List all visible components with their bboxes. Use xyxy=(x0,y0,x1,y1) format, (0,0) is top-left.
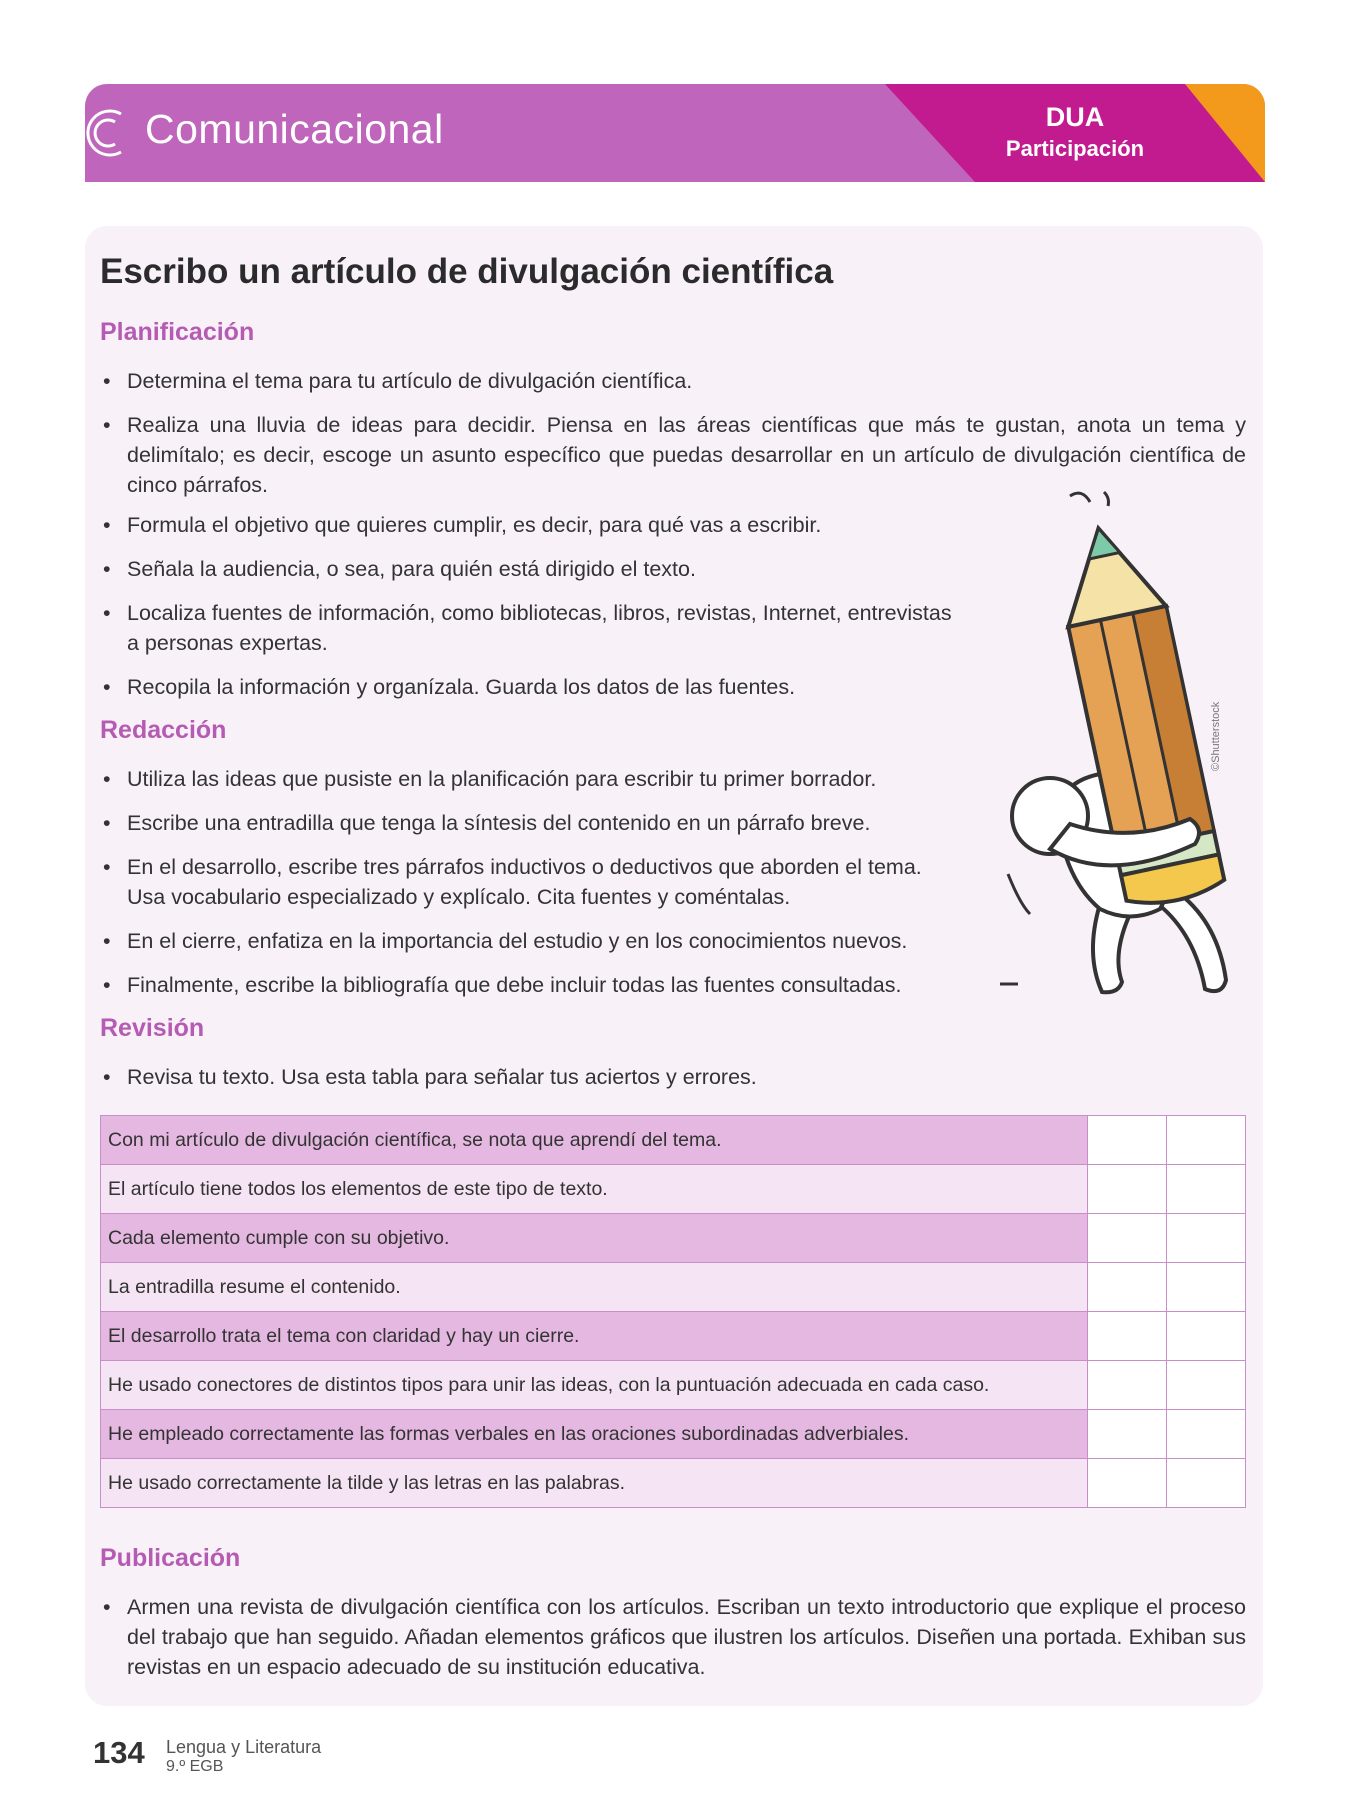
checklist-criterion: El artículo tiene todos los elementos de este tipo de texto. xyxy=(101,1165,1088,1214)
checklist-criterion: Con mi artículo de divulgación científica, se nota que aprendí del tema. xyxy=(101,1116,1088,1165)
checklist-criterion: Cada elemento cumple con su objetivo. xyxy=(101,1214,1088,1263)
table-row xyxy=(101,1410,1246,1459)
checklist-criterion: El desarrollo trata el tema con claridad y hay un cierre. xyxy=(101,1312,1088,1361)
checklist-box-yes[interactable] xyxy=(1088,1214,1167,1263)
section-title-planificacion: Planificación xyxy=(100,318,255,346)
list-item: • Finalmente, escribe la bibliografía que debe incluir todas las fuentes consultadas. xyxy=(100,970,980,1000)
list-item: • En el desarrollo, escribe tres párrafos inductivos o deductivos que aborden el tema. Usa vocabulario especializado y explícalo. Cita fuentes y coméntalas. xyxy=(100,852,962,912)
revision-checklist-table xyxy=(100,1115,1246,1508)
checklist-box-no[interactable] xyxy=(1167,1263,1246,1312)
list-item: • Determina el tema para tu artículo de divulgación científica. xyxy=(100,366,1246,396)
checklist-box-yes[interactable] xyxy=(1088,1410,1167,1459)
table-row xyxy=(101,1459,1246,1508)
redaccion-list xyxy=(100,764,980,1014)
list-item: • Formula el objetivo que quieres cumplir, es decir, para qué vas a escribir. xyxy=(100,510,1005,540)
list-item: • Recopila la información y organízala. Guarda los datos de las fuentes. xyxy=(100,672,1005,702)
subject-title: Comunicacional xyxy=(145,106,444,152)
checklist-box-no[interactable] xyxy=(1167,1214,1246,1263)
list-item: • Realiza una lluvia de ideas para decidir. Piensa en las áreas científicas que más te gustan, anota un tema y delimítalo; es decir, escoge un asunto específico que puedas desarrollar en un artículo de divulgación científica de cinco párrafos. xyxy=(100,410,1246,500)
footer-grade: 9.º EGB xyxy=(166,1758,224,1775)
table-row xyxy=(101,1361,1246,1410)
checklist-box-yes[interactable] xyxy=(1088,1459,1167,1508)
motion-line xyxy=(1104,492,1109,506)
checklist-criterion: La entradilla resume el contenido. xyxy=(101,1263,1088,1312)
checklist-box-no[interactable] xyxy=(1167,1116,1246,1165)
image-credit: ©Shutterstock xyxy=(1210,701,1222,771)
activity-panel xyxy=(85,226,1263,1706)
comunicacional-c-icon xyxy=(85,102,133,164)
table-row xyxy=(101,1263,1246,1312)
checklist-box-yes[interactable] xyxy=(1088,1116,1167,1165)
footer-subject: Lengua y Literatura xyxy=(166,1737,322,1757)
checklist-box-yes[interactable] xyxy=(1088,1361,1167,1410)
checklist-box-no[interactable] xyxy=(1167,1165,1246,1214)
page-title: Escribo un artículo de divulgación científica xyxy=(100,252,834,291)
list-item: • Escribe una entradilla que tenga la síntesis del contenido en un párrafo breve. xyxy=(100,808,980,838)
table-row xyxy=(101,1165,1246,1214)
list-item: • En el cierre, enfatiza en la importancia del estudio y en los conocimientos nuevos. xyxy=(100,926,980,956)
checklist-box-yes[interactable] xyxy=(1088,1263,1167,1312)
section-title-publicacion: Publicación xyxy=(100,1544,241,1572)
checklist-box-no[interactable] xyxy=(1167,1361,1246,1410)
planificacion-list-continued xyxy=(100,510,1005,716)
section-title-revision: Revisión xyxy=(100,1014,205,1042)
list-item: • Revisa tu texto. Usa esta tabla para señalar tus aciertos y errores. xyxy=(100,1062,1246,1092)
motion-line xyxy=(1070,493,1090,502)
list-item: • Señala la audiencia, o sea, para quién está dirigido el texto. xyxy=(100,554,1005,584)
checklist-criterion: He empleado correctamente las formas verbales en las oraciones subordinadas adverbiales. xyxy=(101,1410,1088,1459)
page-number: 134 xyxy=(93,1735,145,1770)
dua-badge-subtitle: Participación xyxy=(1005,136,1145,161)
header-banner xyxy=(85,84,1265,182)
pencil-carrier-illustration xyxy=(990,484,1330,1004)
dua-badge-title: DUA xyxy=(1045,102,1105,132)
checklist-criterion: He usado conectores de distintos tipos para unir las ideas, con la puntuación adecuada en cada caso. xyxy=(101,1361,1088,1410)
checklist-box-no[interactable] xyxy=(1167,1312,1246,1361)
checklist-box-no[interactable] xyxy=(1167,1459,1246,1508)
figure-leg xyxy=(1158,894,1226,991)
checklist-box-yes[interactable] xyxy=(1088,1165,1167,1214)
list-item: • Armen una revista de divulgación científica con los artículos. Escriban un texto introductorio que explique el proceso del trabajo que han seguido. Añadan elementos gráficos que ilustren los artículos. Diseñen una portada. Exhiban sus revistas en un espacio adecuado de su institución educativa. xyxy=(100,1592,1246,1682)
table-row xyxy=(101,1116,1246,1165)
checklist-box-yes[interactable] xyxy=(1088,1312,1167,1361)
list-item: • Utiliza las ideas que pusiste en la planificación para escribir tu primer borrador. xyxy=(100,764,980,794)
checklist-criterion: He usado correctamente la tilde y las letras en las palabras. xyxy=(101,1459,1088,1508)
publicacion-list xyxy=(100,1592,1246,1696)
section-title-redaccion: Redacción xyxy=(100,716,227,744)
table-row xyxy=(101,1214,1246,1263)
revision-list xyxy=(100,1062,1246,1106)
table-row xyxy=(101,1312,1246,1361)
list-item: • Localiza fuentes de información, como bibliotecas, libros, revistas, Internet, entrevistas a personas expertas. xyxy=(100,598,962,658)
checklist-box-no[interactable] xyxy=(1167,1410,1246,1459)
motion-line xyxy=(1008,874,1030,914)
